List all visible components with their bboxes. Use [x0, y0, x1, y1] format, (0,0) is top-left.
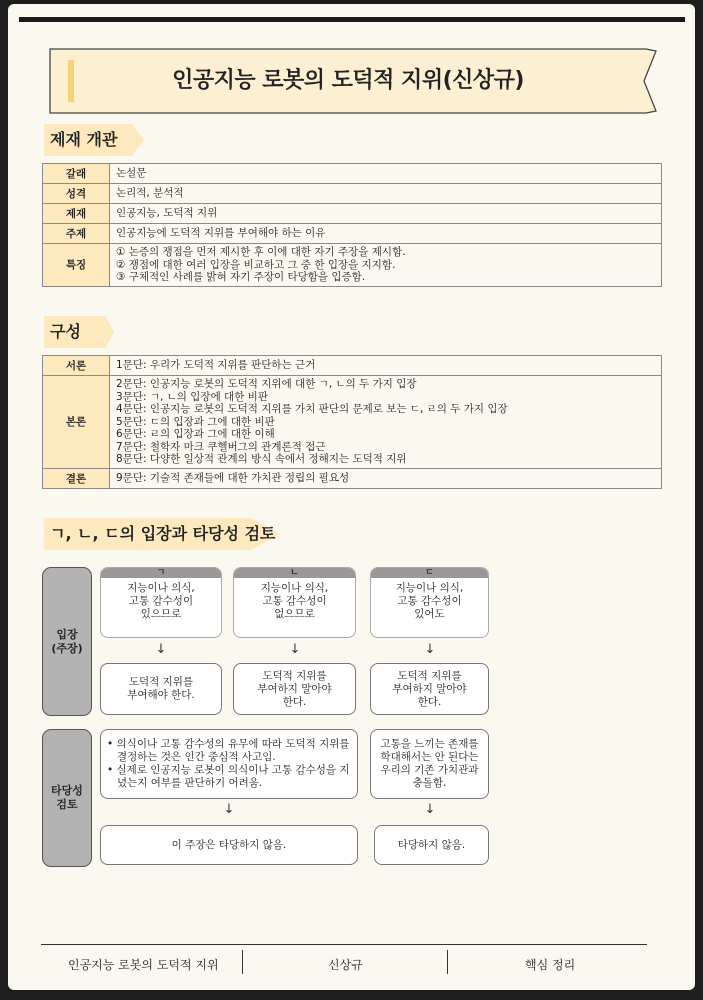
structure-row-label: 서론 [43, 356, 110, 376]
structure-line: 3문단: ㄱ, ㄴ의 입장에 대한 비판 [116, 390, 268, 403]
premise-text-a: 지능이나 의식, 고통 감수성이 있으므로 [127, 582, 195, 620]
overview-row-label: 갈래 [43, 164, 110, 184]
overview-row [43, 184, 662, 204]
section-review-heading: ㄱ, ㄴ, ㄷ의 입장과 타당성 검토 [44, 518, 286, 550]
overview-row-label: 주제 [43, 224, 110, 244]
overview-row-content [110, 204, 662, 224]
overview-line: 인공지능에 도덕적 지위를 부여해야 하는 이유 [116, 227, 326, 240]
overview-row-content [110, 164, 662, 184]
overview-line: 논리적, 분석적 [116, 187, 184, 200]
arrow-b: ↓ [289, 642, 301, 657]
column-cap-b: ㄴ [234, 568, 355, 578]
review-box-c: 고통을 느끼는 존재를 학대해서는 안 된다는 우리의 기존 가치관과 충돌함. [370, 729, 489, 799]
review-bullet-1: • 의식이나 고통 감수성의 유무에 따라 도덕적 지위를 결정하는 것은 인간 중심적 사고임. [107, 738, 350, 763]
overview-row [43, 224, 662, 244]
overview-line: 인공지능, 도덕적 지위 [116, 207, 218, 220]
structure-line: 7문단: 철학자 마크 쿠헬버그의 관계론적 접근 [116, 440, 326, 453]
footer-section-name: 핵심 정리 [525, 958, 576, 972]
structure-line: 5문단: ㄷ의 입장과 그에 대한 비판 [116, 415, 275, 428]
overview-row-content [110, 184, 662, 204]
claim-box-c: 도덕적 지위를 부여하지 말아야 한다. [370, 663, 489, 715]
overview-row [43, 244, 662, 287]
footer-doc-title: 인공지능 로봇의 도덕적 지위 [68, 958, 219, 972]
footer-rule [41, 944, 647, 945]
structure-line: 8문단: 다양한 일상적 관계의 방식 속에서 정해지는 도덕적 지위 [116, 453, 407, 465]
structure-line: 2문단: 인공지능 로봇의 도덕적 지위에 대한 ㄱ, ㄴ의 두 가지 입장 [116, 378, 417, 390]
review-box-ab [100, 729, 358, 799]
structure-table [42, 355, 662, 489]
structure-row [43, 468, 662, 488]
overview-table [42, 163, 662, 287]
overview-line: 논설문 [116, 167, 147, 180]
structure-line: 6문단: ㄹ의 입장과 그에 대한 이해 [116, 428, 275, 440]
premise-box-b [233, 567, 356, 638]
arrow-c: ↓ [424, 642, 436, 657]
overview-line: ③ 구체적인 사례를 밝혀 자기 주장이 타당함을 입증함. [116, 271, 366, 283]
overview-row-content [110, 224, 662, 244]
overview-row-label: 성격 [43, 184, 110, 204]
overview-line: ② 쟁점에 대한 여러 입장을 비교하고 그 중 한 입장을 지지함. [116, 258, 396, 271]
structure-line: 1문단: 우리가 도덕적 지위를 판단하는 근거 [116, 359, 316, 372]
title-banner [48, 47, 658, 115]
claim-box-a: 도덕적 지위를 부여해야 한다. [100, 663, 222, 715]
structure-row [43, 376, 662, 469]
column-cap-c: ㄷ [371, 568, 488, 578]
overview-row [43, 204, 662, 224]
overview-line: ① 논증의 쟁점을 먼저 제시한 후 이에 대한 자기 주장을 제시함. [116, 246, 406, 258]
claim-box-b: 도덕적 지위를 부여하지 말아야 한다. [233, 663, 356, 715]
overview-row-label: 특징 [43, 244, 110, 287]
structure-line: 9문단: 기술적 존재들에 대한 가치관 정립의 필요성 [116, 471, 350, 484]
overview-row-label: 제재 [43, 204, 110, 224]
row-label-position: 입장 (주장) [42, 567, 92, 716]
row-label-validity: 타당성 검토 [42, 729, 92, 867]
structure-row-content [110, 376, 662, 469]
footer-divider-1 [242, 950, 243, 974]
arrow-review-ab: ↓ [223, 802, 235, 817]
verdict-box-ab: 이 주장은 타당하지 않음. [100, 825, 358, 865]
top-rule [19, 17, 685, 22]
premise-box-a [100, 567, 222, 638]
premise-text-b: 지능이나 의식, 고통 감수성이 없으므로 [260, 582, 329, 620]
overview-row [43, 164, 662, 184]
structure-row-content [110, 468, 662, 488]
page-title: 인공지능 로봇의 도덕적 지위(신상규) [172, 68, 524, 93]
structure-row-label: 본론 [43, 376, 110, 469]
column-cap-a: ㄱ [101, 568, 221, 578]
structure-row [43, 356, 662, 376]
arrow-review-c: ↓ [424, 802, 436, 817]
structure-row-content [110, 356, 662, 376]
overview-row-content [110, 244, 662, 287]
section-overview-heading: 제재 개관 [44, 124, 150, 156]
structure-row-label: 결론 [43, 468, 110, 488]
footer-divider-2 [447, 950, 448, 974]
section-structure-heading: 구성 [44, 316, 120, 348]
structure-line: 4문단: 인공지능 로봇의 도덕적 지위를 가치 판단의 문제로 보는 ㄷ, ㄹ의 두 가지 입장 [116, 403, 508, 415]
premise-box-c [370, 567, 489, 638]
verdict-box-c: 타당하지 않음. [374, 825, 489, 865]
footer-author: 신상규 [328, 958, 363, 972]
premise-text-c: 지능이나 의식, 고통 감수성이 있어도 [395, 582, 464, 620]
review-bullet-2: • 실제로 인공지능 로봇이 의식이나 고통 감수성을 지녔는지 여부를 판단하기 어려움. [107, 764, 350, 789]
arrow-a: ↓ [155, 642, 167, 657]
